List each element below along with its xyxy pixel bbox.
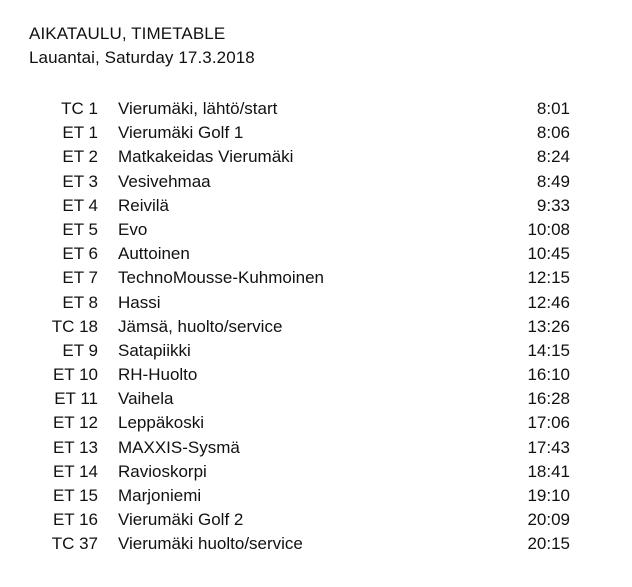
stage-location: Vierumäki, lähtö/start <box>118 99 278 118</box>
stage-location: Vesivehmaa <box>118 171 211 191</box>
timetable-row <box>0 218 632 242</box>
stage-code: ET 12 <box>52 413 98 433</box>
timetable-row <box>0 291 632 315</box>
stage-time: 16:10 <box>527 365 570 385</box>
stage-location: Evo <box>118 219 148 239</box>
stage-location: Matkakeidas Vierumäki <box>118 147 294 167</box>
stage-code: ET 16 <box>52 510 98 530</box>
stage-code: ET 9 <box>62 340 98 360</box>
stage-time: 8:49 <box>536 171 570 191</box>
stage-time: 20:15 <box>527 534 570 554</box>
stage-location: Jämsä, huolto/service <box>118 316 283 336</box>
stage-time: 13:26 <box>527 316 570 336</box>
stage-time: 20:09 <box>527 510 570 530</box>
stage-time: 12:46 <box>527 292 570 312</box>
stage-code: ET 2 <box>62 147 98 167</box>
stage-location: Leppäkoski <box>118 413 205 433</box>
timetable-row <box>0 194 632 218</box>
stage-time: 14:15 <box>527 340 570 360</box>
stage-code: ET 3 <box>62 171 98 191</box>
stage-time: 8:01 <box>536 99 570 118</box>
timetable-row <box>0 266 632 290</box>
stage-code: ET 13 <box>52 437 98 457</box>
stage-time: 17:43 <box>527 437 570 457</box>
timetable-row <box>0 315 632 339</box>
stage-location: MAXXIS-Sysmä <box>118 437 240 457</box>
stage-time: 10:45 <box>527 244 570 264</box>
stage-location: Vaihela <box>118 389 174 409</box>
stage-code: ET 7 <box>62 268 98 288</box>
stage-location: Vierumäki Golf 2 <box>118 510 244 530</box>
stage-location: RH-Huolto <box>118 365 198 385</box>
timetable-row <box>0 339 632 363</box>
timetable-row <box>0 484 632 508</box>
event-date: Lauantai, Saturday 17.3.2018 <box>29 48 255 67</box>
timetable-row <box>0 508 632 532</box>
timetable-row <box>0 145 632 169</box>
stage-code: ET 1 <box>62 123 98 143</box>
stage-time: 8:24 <box>536 147 570 167</box>
stage-location: Satapiikki <box>118 340 191 360</box>
stage-time: 8:06 <box>536 123 570 143</box>
stage-time: 19:10 <box>527 486 570 505</box>
stage-time: 10:08 <box>527 219 570 239</box>
timetable <box>0 97 632 557</box>
stage-location: TechnoMousse-Kuhmoinen <box>118 268 325 288</box>
timetable-row <box>0 532 632 556</box>
timetable-row <box>0 387 632 411</box>
stage-code: ET 6 <box>62 244 98 264</box>
timetable-row <box>0 97 632 121</box>
page-title: AIKATAULU, TIMETABLE <box>29 24 226 43</box>
stage-code: ET 5 <box>62 219 98 239</box>
stage-code: ET 11 <box>54 389 98 409</box>
stage-time: 18:41 <box>527 461 570 481</box>
stage-location: Hassi <box>118 292 161 312</box>
stage-code: TC 37 <box>51 534 98 554</box>
stage-time: 12:15 <box>527 268 570 288</box>
stage-code: ET 4 <box>62 195 98 215</box>
stage-code: ET 14 <box>52 461 98 481</box>
stage-code: ET 15 <box>52 486 98 505</box>
stage-code: TC 1 <box>61 99 98 118</box>
timetable-row <box>0 460 632 484</box>
stage-time: 16:28 <box>527 389 570 409</box>
stage-time: 17:06 <box>527 413 570 433</box>
document-header <box>29 22 255 70</box>
timetable-row <box>0 170 632 194</box>
stage-location: Vierumäki Golf 1 <box>118 123 244 143</box>
stage-location: Reivilä <box>118 195 170 215</box>
timetable-row <box>0 121 632 145</box>
timetable-row <box>0 411 632 435</box>
stage-time: 9:33 <box>536 195 570 215</box>
stage-code: TC 18 <box>51 316 98 336</box>
stage-location: Auttoinen <box>118 244 190 264</box>
stage-code: ET 10 <box>52 365 98 385</box>
stage-code: ET 8 <box>62 292 98 312</box>
stage-location: Marjoniemi <box>118 486 202 505</box>
stage-location: Vierumäki huolto/service <box>118 534 303 554</box>
timetable-row <box>0 436 632 460</box>
timetable-row <box>0 363 632 387</box>
stage-location: Ravioskorpi <box>118 461 207 481</box>
timetable-row <box>0 242 632 266</box>
